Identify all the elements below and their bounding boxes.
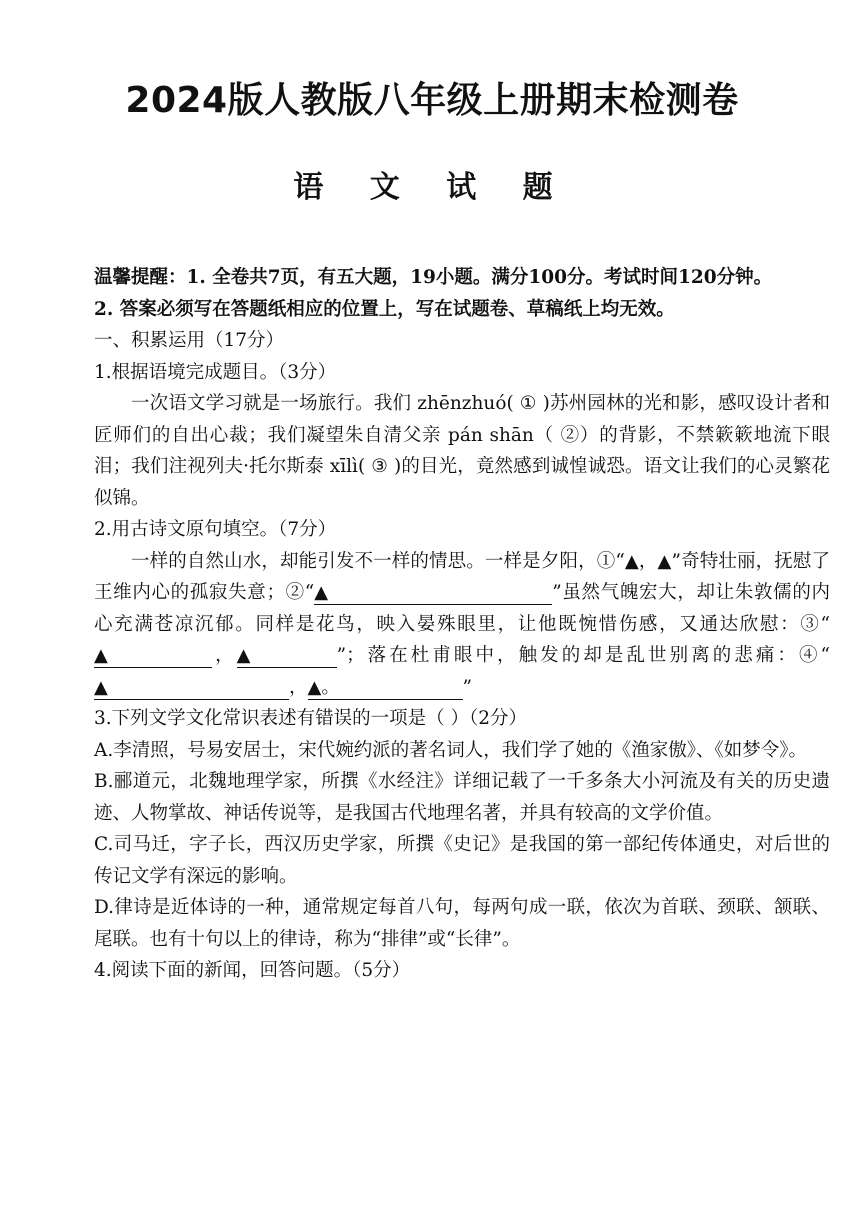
section-heading: 一、积累运用（17分） [94,330,285,351]
answer-blank[interactable] [94,645,212,668]
question-1-passage: 一次语文学习就是一场旅行。我们 zhēnzhuó( ① )苏州园林的光和影，感叹设计者和匠师们的自出心裁；我们凝望朱自清父亲 pán shān（ ②）的背影，不禁簌簌地流下眼泪；我们注视列夫·托尔斯泰 xīlì( ③ )的目光，竟然感到诚惶诚恐。语文让我们的心灵繁花似锦。 [94,393,830,509]
option-c: C.司马迁，字子长，西汉历史学家，所撰《史记》是我国的第一部纪传体通史，对后世的传记文学有深远的影响。 [94,834,830,887]
q2-comma: ， [638,550,658,572]
blank-marker: ▲ [624,550,639,572]
blank-marker: ▲ [307,676,322,698]
question-3-stem: 3.下列文学文化常识表述有错误的一项是（ ）（2分） [94,708,528,729]
exam-title: 2024版人教版八年级上册期末检测卷 [125,80,739,121]
blank-marker: ▲ [94,676,108,698]
q2-period: 。 [321,676,340,698]
question-4-stem: 4.阅读下面的新闻，回答问题。（5分） [94,960,411,981]
blank-marker: ▲ [236,645,251,666]
answer-blank[interactable] [308,677,463,700]
q2-text-2: ”奇特壮丽，抚慰了王维内心的孤寂失意；②“ [94,550,831,603]
answer-blank[interactable] [314,582,552,605]
blank-marker: ▲ [657,550,672,572]
question-1-stem: 1.根据语境完成题目。（3分） [94,361,337,383]
notice-line-2: 2. 答案必须写在答题纸相应的位置上，写在试题卷、草稿纸上均无效。 [94,298,675,320]
blank-marker: ▲ [314,582,329,603]
question-2-passage [94,546,830,704]
q2-text-4: ”；落在杜甫眼中，触发的却是乱世别离的悲痛：④“ [336,645,830,666]
exam-subtitle: 语 文 试 题 [293,170,571,205]
option-b: B.郦道元，北魏地理学家，所撰《水经注》详细记载了一千多条大小河流及有关的历史遗迹、人物掌故、神话传说等，是我国古代地理名著，并具有较高的文学价值。 [94,771,830,824]
q2-comma: ， [289,676,308,698]
q2-comma: ， [212,645,237,666]
option-a: A.李清照，号易安居士，宋代婉约派的著名词人，我们学了她的《渔家傲》、《如梦令》。 [94,739,807,761]
blank-marker: ▲ [94,645,108,666]
option-d: D.律诗是近体诗的一种，通常规定每首八句，每两句成一联，依次为首联、颈联、颔联、尾联。也有十句以上的律诗，称为“排律”或“长律”。 [94,897,830,950]
question-2-stem: 2.用古诗文原句填空。（7分） [94,519,337,540]
notice-line-1: 温馨提醒：1. 全卷共7页，有五大题，19小题。满分100分。考试时间120分钟。 [94,267,773,288]
answer-blank[interactable] [94,677,289,700]
q2-text-1: 一样的自然山水，却能引发不一样的情思。一样是夕阳，①“ [131,550,625,572]
answer-blank[interactable] [237,645,337,668]
exam-body [94,262,830,987]
q2-text-5: ” [462,676,472,698]
q2-text-3: ”虽然气魄宏大，却让朱敦儒的内心充满苍凉沉郁。同样是花鸟，映入晏殊眼里，让他既惋惜伤感，又通达欣慰：③“ [94,582,830,635]
